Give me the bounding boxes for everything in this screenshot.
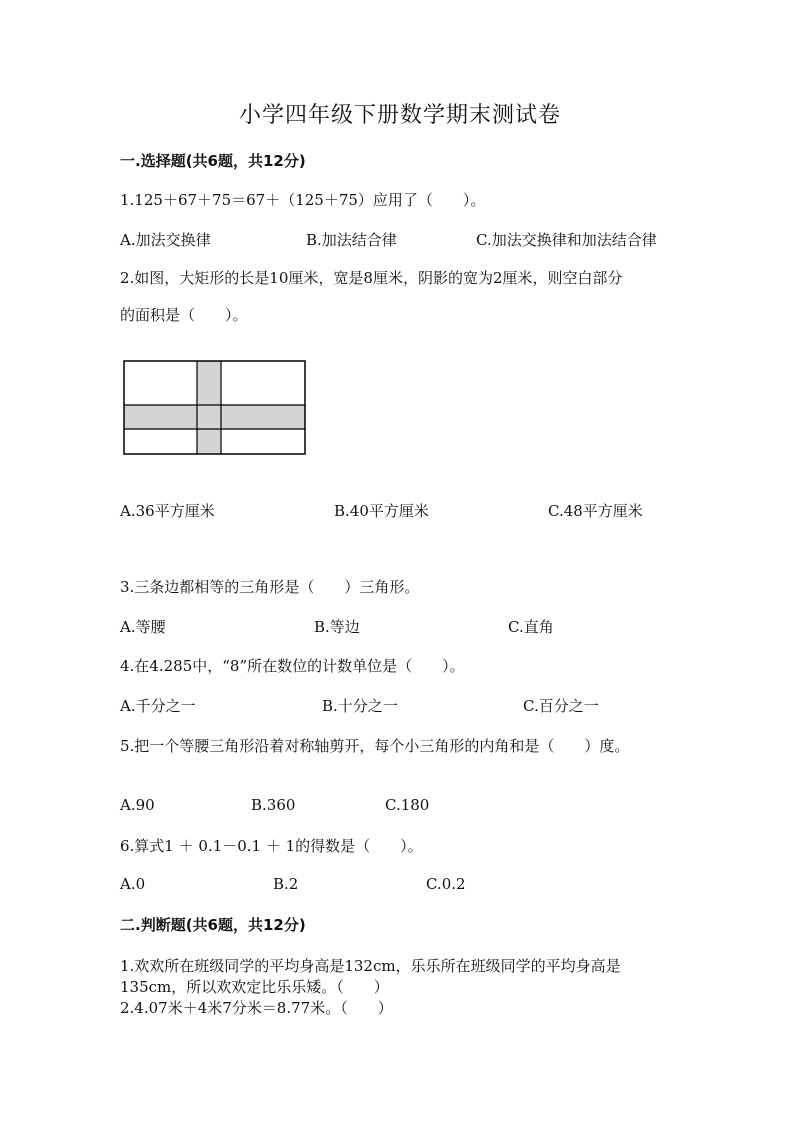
question-5-text: 5.把一个等腰三角形沿着对称轴剪开，每个小三角形的内角和是（ ）度。 xyxy=(120,737,630,755)
question-3-option-c: C.直角 xyxy=(508,618,554,636)
question-3-text: 3.三条边都相等的三角形是（ ）三角形。 xyxy=(120,578,420,596)
question-2-text-line-2: 的面积是（ ）。 xyxy=(120,306,248,324)
question-1-text: 1.125＋67＋75＝67＋（125＋75）应用了（ ）。 xyxy=(120,191,486,209)
judgement-1-text-line-2: 135cm，所以欢欢定比乐乐矮。（ ） xyxy=(120,978,389,996)
question-1-option-b: B.加法结合律 xyxy=(306,231,397,249)
question-1-option-a: A.加法交换律 xyxy=(120,231,211,249)
question-6-text: 6.算式1 ＋ 0.1－0.1 ＋ 1的得数是（ ）。 xyxy=(120,837,423,855)
figure-shade-horizontal xyxy=(124,405,305,429)
question-2-text-line-1: 2.如图，大矩形的长是10厘米，宽是8厘米，阴影的宽为2厘米，则空白部分 xyxy=(120,269,623,287)
judgement-2-text: 2.4.07米＋4米7分米＝8.77米。（ ） xyxy=(120,999,393,1017)
question-5-option-a: A.90 xyxy=(120,796,155,814)
page-title: 小学四年级下册数学期末测试卷 xyxy=(238,103,561,128)
question-2-option-b: B.40平方厘米 xyxy=(334,502,429,520)
rectangle-figure xyxy=(123,360,307,456)
question-3-option-a: A.等腰 xyxy=(120,618,166,636)
judgement-1-text-line-1: 1.欢欢所在班级同学的平均身高是132cm，乐乐所在班级同学的平均身高是 xyxy=(120,957,621,975)
question-6-option-c: C.0.2 xyxy=(426,875,466,893)
question-2-option-a: A.36平方厘米 xyxy=(120,502,215,520)
question-4-option-c: C.百分之一 xyxy=(523,697,599,715)
section-heading-judgement: 二.判断题(共6题，共12分) xyxy=(120,916,306,934)
question-4-text: 4.在4.285中，“8”所在数位的计数单位是（ ）。 xyxy=(120,657,465,675)
question-3-option-b: B.等边 xyxy=(314,618,360,636)
question-4-option-b: B.十分之一 xyxy=(322,697,398,715)
question-2-option-c: C.48平方厘米 xyxy=(548,502,643,520)
question-4-option-a: A.千分之一 xyxy=(120,697,196,715)
question-1-option-c: C.加法交换律和加法结合律 xyxy=(476,231,657,249)
question-5-option-c: C.180 xyxy=(385,796,430,814)
section-heading-choice: 一.选择题(共6题，共12分) xyxy=(120,152,306,170)
question-6-option-a: A.0 xyxy=(120,875,146,893)
question-6-option-b: B.2 xyxy=(273,875,299,893)
question-5-option-b: B.360 xyxy=(251,796,296,814)
